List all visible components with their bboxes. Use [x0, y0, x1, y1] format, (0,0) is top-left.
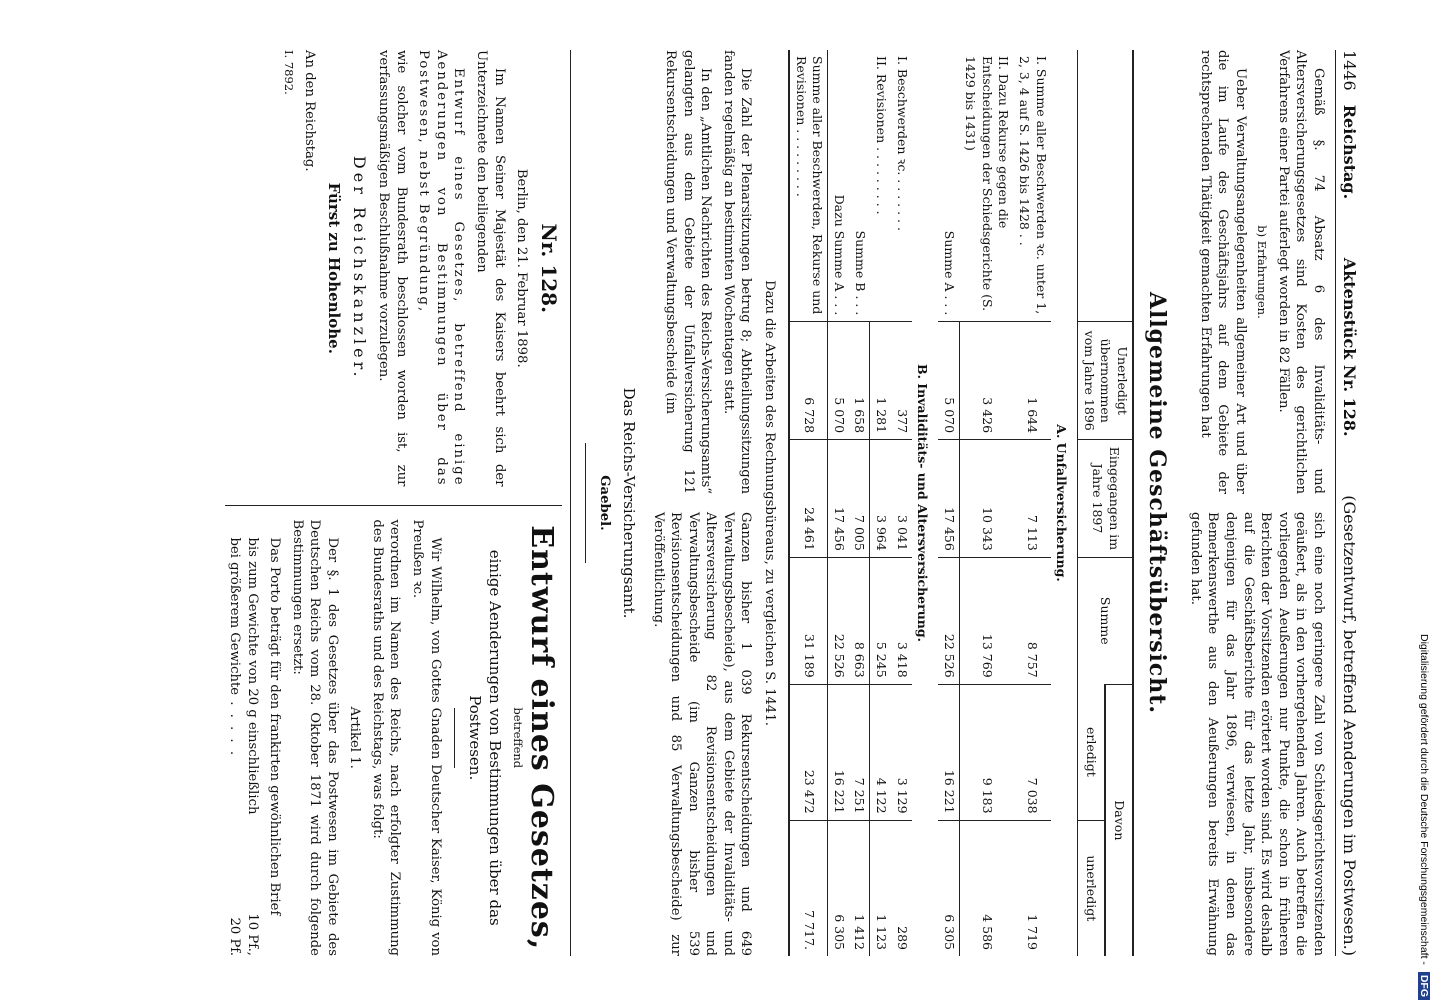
- nr128-para1: Im Namen Seiner Majestät des Kaisers beehrt sich der Unterzeichnete den beiliegenden: [473, 50, 507, 487]
- after-para2: In den „Amtlichen Nachrichten des Reichs-Versicherungsamts“ gelangten aus dem Gebiete der Unfallversicherung 121 Rekursentscheidungen und Verwaltungsbescheide (im: [663, 50, 714, 494]
- office-name: Das Reichs-Versicherungsamt.: [620, 387, 639, 619]
- entwurf-title: Entwurf eines Gesetzes,: [523, 525, 559, 951]
- page-header: [1335, 50, 1360, 956]
- intro-sub-b: b) Erfahrungen.: [1255, 225, 1270, 319]
- entwurf-line1: bis zum Gewichte von 20 g einschließlich 10 Pf.,: [244, 537, 260, 956]
- table-row: I. Beschwerden ꝛc. . . . . . . . 377 3 041 3 418 3 129 289: [891, 50, 912, 956]
- nr128-para2: Entwurf eines Gesetzes, betreffend einige Aenderungen von Bestimmungen über das Postwesen, nebst Begründung,: [416, 50, 467, 487]
- section-a: A. Unfallversicherung.: [1054, 424, 1070, 582]
- th-erledigt: erledigt: [1078, 684, 1105, 820]
- page-number: 1446: [1340, 50, 1359, 91]
- th-unerledigt-1896: Unerledigt übernommen vom Jahre 1896: [1078, 322, 1133, 440]
- table-row: I. Summe aller Beschwerden ꝛc. unter 1, 2, 3, 4 auf S. 1426 bis 1428 . . 1 644 7 113 8 757 7 038 1 719: [1013, 50, 1050, 956]
- intro-section: [1181, 50, 1326, 956]
- entwurf-line2: bei größerem Gewichte . . . . . 20 Pf.: [227, 537, 243, 956]
- table-row: II. Revisionen . . . . . . . . . 1 281 3 964 5 245 4 122 1 123: [870, 50, 891, 956]
- table-row: II. Dazu Rekurse gegen die Entscheidungen der Schiedsgerichte (S. 1429 bis 1431) 3 426 10 343 13 769 9 183 4 586: [959, 50, 1013, 956]
- entwurf-porto: Das Porto beträgt für den frankirten gewöhnlichen Brief: [267, 537, 283, 916]
- entwurf-verordnen: verordnen im Namen des Reichs, nach erfolgter Zustimmung des Bundesraths und des Reichstags, was folgt:: [369, 519, 403, 956]
- table-row-dazu-a: Dazu Summe A . . . 5 070 17 456 22 526 16 221 6 305: [828, 50, 849, 956]
- section-b: B. Invaliditäts- und Altersversicherung.: [915, 364, 931, 642]
- nr128-code: I. 7892.: [281, 50, 296, 95]
- table-row-total: Summe aller Beschwerden, Rekurse und Revisionen . . . . . . . . . 6 728 24 461 31 189 23 472 7 717.: [789, 50, 828, 956]
- nr128-section: [226, 50, 562, 956]
- digitization-sidebar: [1416, 0, 1432, 1000]
- nr128-title: Der Reichskanzler.: [349, 155, 369, 381]
- intro-para2: Ueber Verwaltungsangelegenheiten allgemeiner Art und über die im Laufe des Geschäftsjahrs auf dem Gebiete der rechtsprechenden Thätigkeit gemachten Erfahrungen hat: [1197, 50, 1248, 494]
- after-para1: Die Zahl der Plenarsitzungen betrug 8; Abtheilungssitzungen fanden regelmäßig an bestimmten Wochentagen statt.: [720, 50, 754, 494]
- after-para3: Ganzen bisher 1 039 Rekursentscheidungen und 649 Verwaltungsbescheide), aus dem Gebiete der Invaliditäts- und Altersversicherung 82 Revisionsentscheidungen und Verwaltungsbescheide (im Ganzen bisher 539 Revisionsentscheidungen und 85 Verwaltungsbescheide) zur Veröffentlichung.: [650, 512, 754, 956]
- entwurf-subject: einige Aenderungen von Bestimmungen über das Postwesen.: [466, 549, 505, 926]
- header-left: Reichstag.: [1340, 104, 1359, 200]
- entwurf-artikel: Artikel 1.: [347, 706, 363, 769]
- table-note: Dazu die Arbeiten des Rechnungsbüreaus, zu vergleichen S. 1441.: [761, 280, 777, 726]
- nr128-name: Fürst zu Hohenlohe.: [325, 182, 344, 354]
- header-right: (Gesetzentwurf, betreffend Aenderungen im Postwesen.): [1340, 495, 1359, 956]
- section-divider: [570, 50, 571, 956]
- th-unerledigt: unerledigt: [1078, 820, 1105, 956]
- nr128-date: Berlin, den 21. Februar 1898.: [514, 168, 530, 368]
- divider-rule: [585, 443, 586, 563]
- after-table-section: [644, 50, 754, 956]
- dfg-logo: DFG: [1418, 972, 1430, 1000]
- nr128-para3: wie solcher vom Bundesrath beschlossen worden ist, zur verfassungsmäßigen Beschlußnahme vorzulegen.: [376, 50, 409, 487]
- table-row-sum-a: Summe A . . . 5 070 17 456 22 526 16 221 6 305: [938, 50, 959, 956]
- nr128-heading: Nr. 128.: [536, 223, 561, 314]
- table-title: Allgemeine Geschäftsübersicht.: [1144, 291, 1171, 715]
- table-row-sum-b: Summe B . . . 1 658 7 005 8 663 7 251 1 412: [849, 50, 870, 956]
- office-signer: Gaebel.: [597, 475, 613, 531]
- intro-para3: sich eine noch geringere Zahl von Schiedsgerichtsvorsitzenden geäußert, als in den vorhergehenden Jahren. Auch betreffen die vorliegenden Aeußerungen nur Punkte, die schon in früheren Berichten der Vorsitzenden erörtert worden sind. Es wird deshalb auf die Geschäftsberichte für das letzte Jahr, insbesondere denjenigen für das Jahr 1896, verwiesen, in denen das Bemerkenswerthe aus den Aeußerungen bereits Erwähnung gefunden hat.: [1187, 512, 1326, 956]
- th-eingegangen-1897: Eingegangen im Jahre 1897: [1078, 440, 1133, 558]
- sidebar-text: Digitalisierung gefördert durch die Deutsche Forschungsgemeinschaft -: [1418, 633, 1430, 965]
- entwurf-wir: Wir Wilhelm, von Gottes Gnaden Deutscher Kaiser, König von Preußen ꝛc.: [409, 519, 443, 956]
- entwurf-rule: [454, 708, 455, 768]
- entwurf-art-text: Der §. 1 des Gesetzes über das Postwesen im Gebiete des Deutschen Reichs vom 28. Oktober 1871 wird durch folgende Bestimmungen ersetzt:: [289, 519, 340, 956]
- th-davon: Davon: [1105, 684, 1133, 956]
- header-center: Aktenstück Nr. 128.: [1340, 257, 1359, 437]
- th-summe: Summe: [1078, 557, 1133, 684]
- statistics-table: [788, 50, 1134, 956]
- nr128-addressee: An den Reichstag.: [302, 50, 318, 172]
- intro-para1: Gemäß §. 74 Absatz 6 des Invaliditäts- und Altersversicherungsgesetzes sind Kosten des gerichtlichen Verfahrens einer Partei auferlegt worden in 82 Fällen.: [1275, 50, 1326, 494]
- entwurf-betreffend: betreffend: [510, 707, 525, 769]
